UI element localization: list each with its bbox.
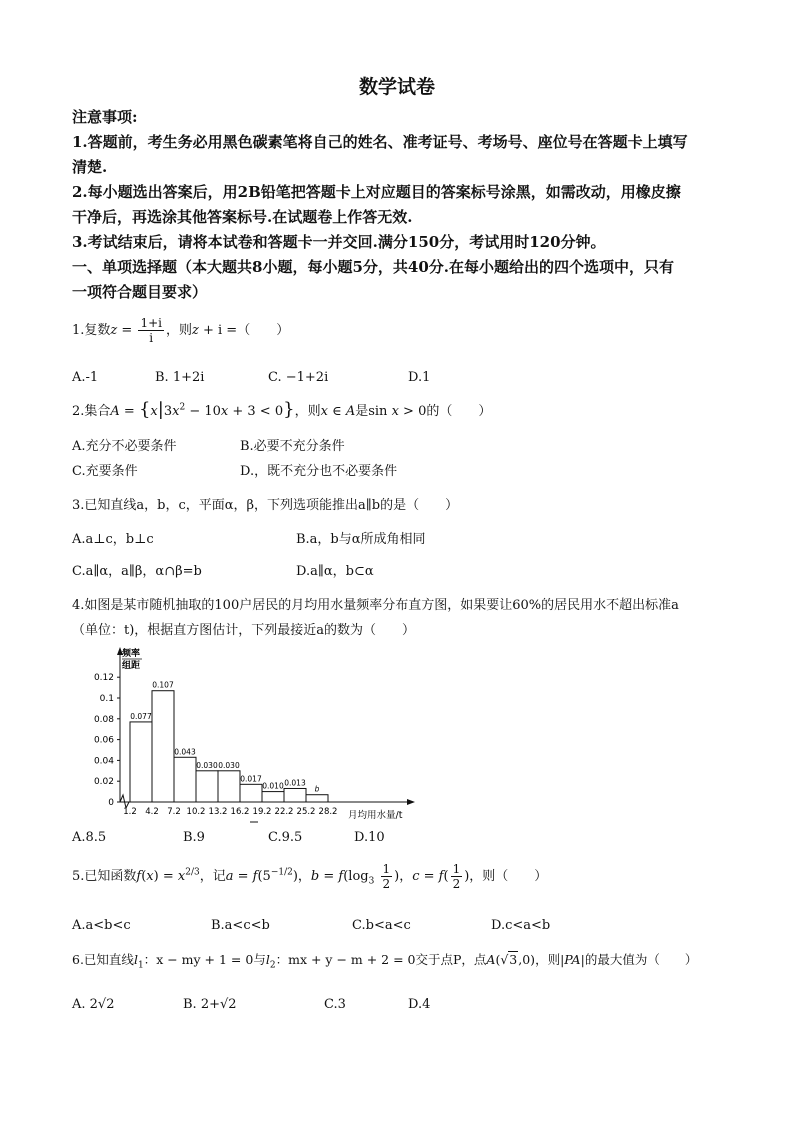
question-4: 4.如图是某市随机抽取的100户居民的月均用水量频率分布直方图，如果要让60%的居民用水不超出标准a: [72, 598, 679, 613]
y-axis-label-top: 频率: [122, 649, 141, 659]
bar-label: 0.013: [284, 778, 306, 788]
option[interactable]: B. 1+2i: [155, 370, 205, 385]
option[interactable]: B.9: [183, 830, 205, 845]
option[interactable]: A.a<b<c: [72, 918, 131, 933]
bar-label: 0.030: [218, 760, 240, 770]
question-2: 2.集合$A = \{x|3x^2 - 10x + 3 < 0\}$，则x ∈ A是sin x > 0的（ ）: [72, 399, 492, 420]
section-heading: 一、单项选择题（本大题共8小题，每小题5分，共40分.在每小题给出的四个选项中，只有: [72, 258, 674, 276]
notice-line: 清楚.: [72, 158, 108, 176]
histogram: [80, 642, 420, 828]
histogram-bar: [218, 771, 240, 802]
x-tick-label: 13.2: [208, 807, 228, 817]
notice-heading: 注意事项:: [72, 108, 138, 126]
histogram-bar: [152, 691, 174, 802]
question-5: 5.已知函数$f(x) = x^{2/3}$，记$a = f(5^{-1/2})$，$b = f(\log_3$ $\frac{1}{2}$ )，c = f( $\frac{1}{2}$ )，则（ ）: [72, 862, 548, 891]
x-tick-label: 22.2: [274, 807, 294, 817]
notice-line: 1.答题前，考生务必用黑色碳素笔将自己的姓名、准考证号、考场号、座位号在答题卡上填写: [72, 133, 688, 151]
section-heading: 一项符合题目要求）: [72, 283, 208, 301]
bar-label: 0.077: [130, 711, 152, 721]
option[interactable]: C.3: [324, 997, 346, 1012]
y-axis-label-bottom: 组距: [122, 661, 141, 671]
x-tick-label: 25.2: [296, 807, 316, 817]
notice-line: 2.每小题选出答案后，用2B铅笔把答题卡上对应题目的答案标号涂黑，如需改动，用橡皮擦: [72, 183, 681, 201]
fraction: $\frac{1+i}{i}$: [140, 316, 162, 345]
option[interactable]: B.a，b与α所成角相同: [296, 532, 426, 547]
option[interactable]: A. 2√2: [72, 997, 115, 1012]
x-tick-label: 10.2: [186, 807, 206, 817]
notice-line: 干净后，再选涂其他答案标号.在试题卷上作答无效.: [72, 208, 413, 226]
question-4-line2: （单位：t)，根据直方图估计，下列最接近a的数为（ ）: [72, 623, 416, 638]
question-6: 6.已知直线$l_1$：x − my + 1 = 0与$l_2$：mx + y − m + 2 = 0交于点P，点A(√3,0)，则|PA|的最大值为（ ）: [72, 952, 698, 971]
option[interactable]: D.，既不充分也不必要条件: [240, 464, 398, 479]
option[interactable]: C.b<a<c: [352, 918, 411, 933]
histogram-bar: [262, 792, 284, 802]
y-tick-label: 0: [108, 798, 114, 808]
option[interactable]: C.充要条件: [72, 464, 138, 479]
histogram-bar: [240, 784, 262, 802]
y-tick-label: 0.04: [93, 756, 114, 767]
bar-label: 0.107: [152, 680, 174, 690]
x-tick-label: 28.2: [318, 807, 338, 817]
x-tick-label: 16.2: [230, 807, 250, 817]
histogram-bar: [196, 771, 218, 802]
x-axis-label: 月均用水量/t: [348, 810, 403, 821]
option[interactable]: B.必要不充分条件: [240, 439, 345, 454]
histogram-bar: [174, 757, 196, 802]
option[interactable]: C.a∥α，a∥β，α∩β=b: [72, 564, 202, 579]
option[interactable]: D.1: [408, 370, 431, 385]
y-tick-label: 0.12: [93, 673, 114, 684]
option[interactable]: A.-1: [72, 370, 99, 385]
page-title: 数学试卷: [358, 76, 435, 98]
notice-line: 3.考试结束后，请将本试卷和答题卡一并交回.满分150分，考试用时120分钟。: [72, 233, 606, 251]
y-tick-label: 0.08: [93, 714, 114, 725]
option[interactable]: A.a⊥c，b⊥c: [72, 532, 154, 547]
bar-label: b: [314, 784, 320, 794]
option[interactable]: C.9.5: [268, 830, 303, 845]
bar-label: 0.043: [174, 747, 196, 757]
bar-label: 0.030: [196, 760, 218, 770]
option[interactable]: B.a<c<b: [211, 918, 270, 933]
option[interactable]: B. 2+√2: [183, 997, 237, 1012]
histogram-bar: [284, 788, 306, 802]
option[interactable]: C. −1+2i: [268, 370, 329, 385]
option[interactable]: A.充分不必要条件: [72, 439, 177, 454]
bar-label: 0.010: [262, 781, 284, 791]
question-3: 3.已知直线a，b，c，平面α，β，下列选项能推出a∥b的是（ ）: [72, 498, 459, 513]
option[interactable]: D.c<a<b: [491, 918, 551, 933]
option[interactable]: D.4: [408, 997, 431, 1012]
y-tick-label: 0.1: [99, 694, 114, 704]
x-axis-arrow: [407, 799, 415, 805]
y-tick-label: 0.02: [93, 777, 114, 788]
question-1: 1.复数z = $\frac{1+i}{i}$ ，则z + i =（ ）: [72, 316, 290, 345]
bar-label: 0.017: [240, 774, 262, 784]
y-tick-label: 0.06: [93, 735, 114, 746]
option[interactable]: D.a∥α，b⊂α: [296, 564, 374, 579]
x-tick-label: 4.2: [145, 807, 159, 817]
histogram-bar: [306, 795, 328, 802]
x-tick-label: 19.2: [252, 807, 272, 817]
option[interactable]: A.8.5: [72, 830, 107, 845]
x-tick-label: 7.2: [167, 807, 181, 817]
histogram-bar: [130, 722, 152, 802]
x-tick-label: 1.2: [123, 807, 137, 817]
option[interactable]: D.10: [354, 830, 385, 845]
